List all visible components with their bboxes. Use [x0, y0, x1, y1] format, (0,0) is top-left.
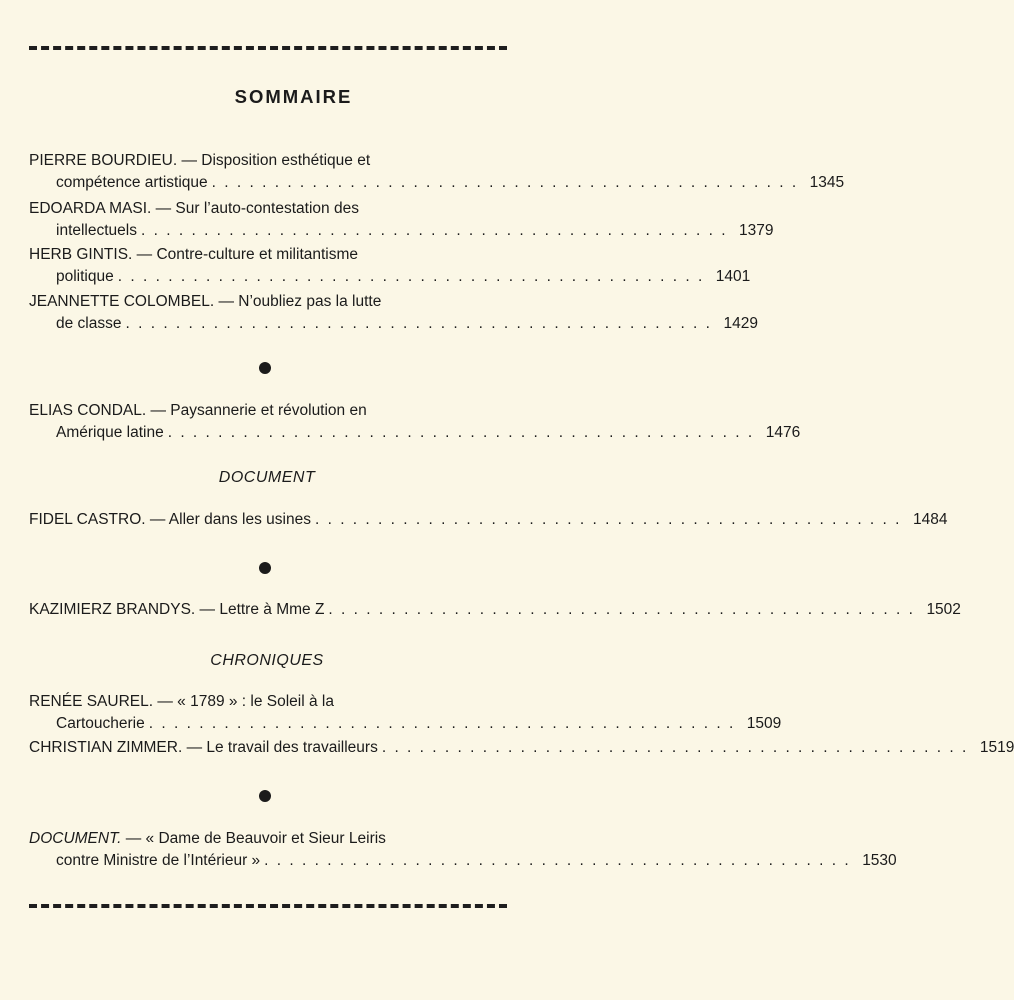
entry-title: Cartoucherie [56, 715, 145, 732]
toc-entry[interactable] [29, 291, 758, 335]
toc-entry[interactable] [29, 244, 751, 288]
entry-heading: KAZIMIERZ BRANDYS. — Lettre à Mme Z [29, 601, 325, 618]
page-number: 1345 [809, 174, 845, 191]
entry-title: intellectuels [56, 222, 137, 239]
entry-heading: ELIAS CONDAL. — Paysannerie et révolution en [29, 402, 367, 419]
entry-heading: EDOARDA MASI. — Sur l’auto-contestation des [29, 200, 359, 217]
toc-entry[interactable] [29, 198, 774, 242]
entry-heading: CHRISTIAN ZIMMER. — Le travail des travailleurs [29, 739, 378, 756]
section-heading-document: DOCUMENT [218, 469, 316, 486]
section-heading-chroniques: CHRONIQUES [210, 652, 324, 669]
entry-title: politique [56, 268, 114, 285]
entry-title: compétence artistique [56, 174, 208, 191]
page-number: 1379 [739, 222, 774, 239]
toc-entry[interactable] [29, 828, 897, 872]
dot-leader: . . . . . . . . . . . . . . . . . . . . . . . . . . . . . . . . . . . . . . . . . . . . . . . [141, 222, 728, 239]
page-number: 1429 [723, 315, 758, 332]
toc-entry[interactable] [29, 400, 801, 444]
entry-heading [29, 828, 386, 850]
entry-heading: HERB GINTIS. — Contre-culture et militantisme [29, 246, 359, 263]
dot-leader: . . . . . . . . . . . . . . . . . . . . . . . . . . . . . . . . . . . . . . . . . . . . . . . [148, 715, 736, 732]
entry-heading: PIERRE BOURDIEU. — Disposition esthétique et [29, 152, 371, 169]
bullet-separator [259, 562, 271, 574]
entry-title: de classe [56, 315, 122, 332]
page-number: 1476 [765, 424, 801, 441]
bullet-separator [259, 790, 271, 802]
dot-leader: . . . . . . . . . . . . . . . . . . . . . . . . . . . . . . . . . . . . . . . . . . . . . . . [117, 268, 705, 285]
page-number: 1509 [746, 715, 782, 732]
page-number: 1519 [979, 739, 1014, 756]
toc-entry[interactable] [29, 150, 845, 194]
entry-heading: RENÉE SAUREL. — « 1789 » : le Soleil à la [29, 693, 334, 710]
entry-heading: FIDEL CASTRO. — Aller dans les usines [29, 511, 311, 528]
entry-label-italic: DOCUMENT. [29, 830, 122, 847]
dot-leader: . . . . . . . . . . . . . . . . . . . . . . . . . . . . . . . . . . . . . . . . . . . . . . . [328, 601, 915, 618]
page-number: 1502 [926, 601, 961, 618]
dot-leader: . . . . . . . . . . . . . . . . . . . . . . . . . . . . . . . . . . . . . . . . . . . . . . . [264, 852, 851, 869]
top-rule [29, 46, 507, 50]
toc-entry[interactable] [29, 737, 1014, 759]
toc-entry[interactable] [29, 691, 782, 735]
dot-leader: . . . . . . . . . . . . . . . . . . . . . . . . . . . . . . . . . . . . . . . . . . . . . . . [314, 511, 902, 528]
page-number: 1401 [715, 268, 751, 285]
bullet-separator [259, 362, 271, 374]
entry-title: Amérique latine [56, 424, 164, 441]
page-number: 1484 [912, 511, 948, 528]
dot-leader: . . . . . . . . . . . . . . . . . . . . . . . . . . . . . . . . . . . . . . . . . . . . . . . [211, 174, 799, 191]
entry-title: contre Ministre de l’Intérieur » [56, 852, 261, 869]
dot-leader: . . . . . . . . . . . . . . . . . . . . . . . . . . . . . . . . . . . . . . . . . . . . . . . [381, 739, 969, 756]
entry-heading-rest: — « Dame de Beauvoir et Sieur Leiris [121, 830, 386, 847]
dot-leader: . . . . . . . . . . . . . . . . . . . . . . . . . . . . . . . . . . . . . . . . . . . . . . . [167, 424, 755, 441]
toc-entry[interactable] [29, 599, 961, 621]
page-title: SOMMAIRE [234, 86, 353, 107]
bottom-rule [29, 904, 507, 908]
page-number: 1530 [862, 852, 897, 869]
toc-entry[interactable] [29, 509, 948, 531]
dot-leader: . . . . . . . . . . . . . . . . . . . . . . . . . . . . . . . . . . . . . . . . . . . . . . . [125, 315, 712, 332]
entry-heading: JEANNETTE COLOMBEL. — N’oubliez pas la lutte [29, 293, 382, 310]
